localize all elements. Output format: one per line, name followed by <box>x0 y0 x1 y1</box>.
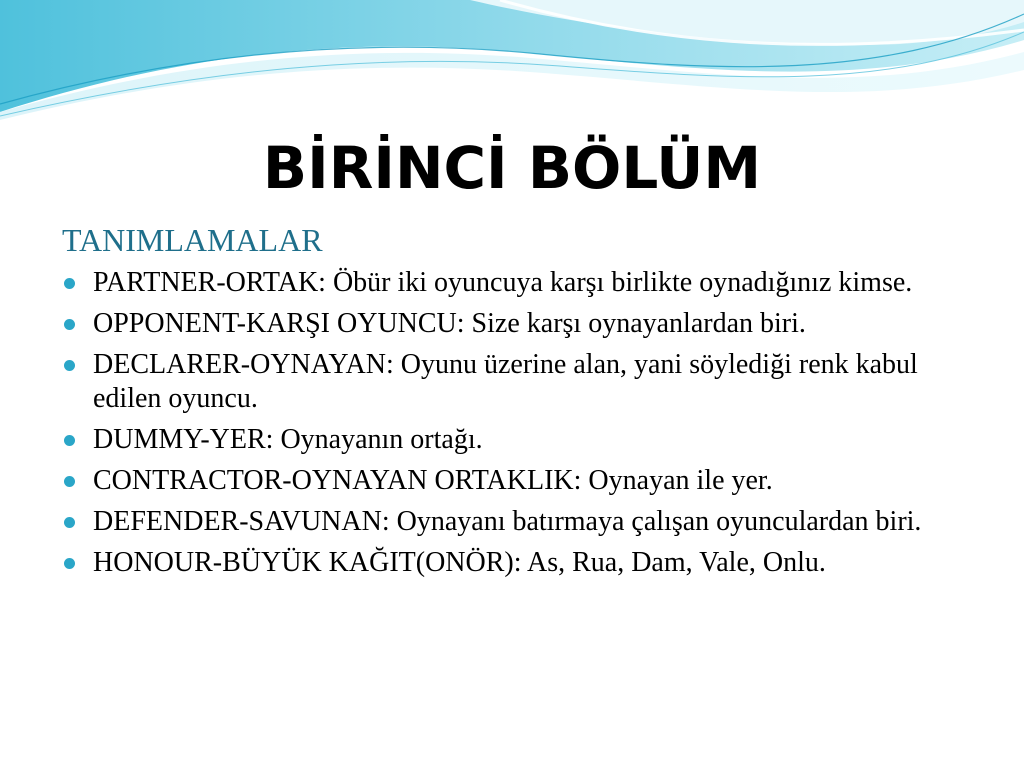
list-item <box>62 348 972 416</box>
list-item-text: CONTRACTOR-OYNAYAN ORTAKLIK: Oynayan ile yer. <box>93 465 773 496</box>
wave-header-decoration <box>0 0 1024 130</box>
list-item-text: OPPONENT-KARŞI OYUNCU: Size karşı oynayanlardan biri. <box>93 308 806 339</box>
bullet-icon <box>64 558 75 569</box>
list-item-text: PARTNER-ORTAK: Öbür iki oyuncuya karşı birlikte oynadığınız kimse. <box>93 267 913 298</box>
bullet-icon <box>64 278 75 289</box>
definitions-list <box>62 266 972 587</box>
slide-title: BİRİNCİ BÖLÜM <box>262 134 762 202</box>
bullet-icon <box>64 476 75 487</box>
list-item <box>62 307 972 341</box>
bullet-icon <box>64 435 75 446</box>
bullet-icon <box>64 360 75 371</box>
section-heading: TANIMLAMALAR <box>62 222 323 258</box>
list-item <box>62 266 972 300</box>
list-item-text: DUMMY-YER: Oynayanın ortağı. <box>93 424 483 455</box>
list-item-text: DECLARER-OYNAYAN: Oyunu üzerine alan, yani söylediği renk kabul edilen oyuncu. <box>93 349 918 414</box>
list-item <box>62 423 972 457</box>
list-item <box>62 546 972 580</box>
list-item-text: DEFENDER-SAVUNAN: Oynayanı batırmaya çalışan oyunculardan biri. <box>93 506 922 537</box>
list-item-text: HONOUR-BÜYÜK KAĞIT(ONÖR): As, Rua, Dam, Vale, Onlu. <box>93 547 826 578</box>
bullet-icon <box>64 517 75 528</box>
list-item <box>62 505 972 539</box>
bullet-icon <box>64 319 75 330</box>
list-item <box>62 464 972 498</box>
